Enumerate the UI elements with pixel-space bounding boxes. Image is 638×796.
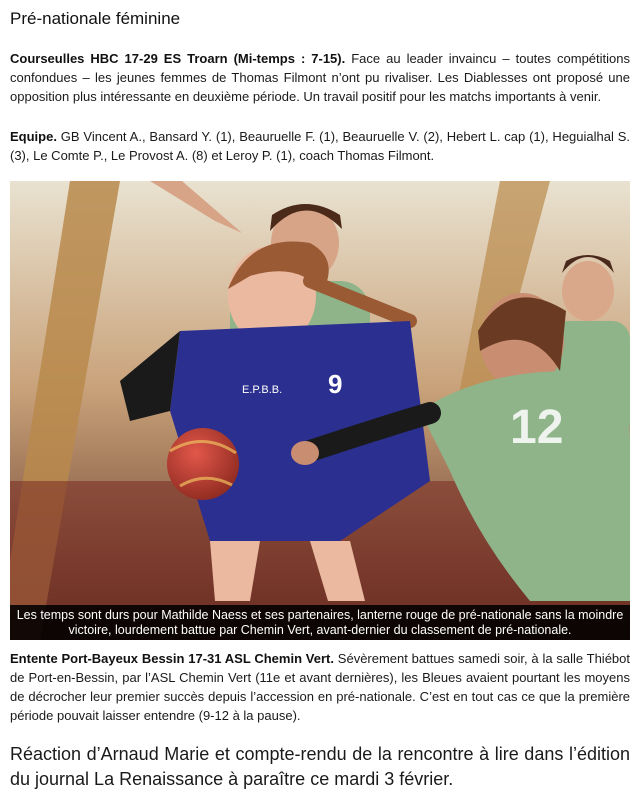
photo-illustration [10, 181, 630, 640]
handball-photo [10, 181, 630, 640]
match1-paragraph [10, 49, 630, 106]
jersey-blue-number: 9 [328, 369, 343, 399]
team-text: GB Vincent A., Bansard Y. (1), Beauruelle F. (1), Beauruelle V. (2), Hebert L. cap (1), Heguialhal S. (3), Le Comte P., Le Provost A. (8) et Leroy P. (1), coach Thomas Filmont. [10, 129, 630, 163]
match1-headline: Courseulles HBC 17-29 ES Troarn (Mi-temps : 7-15). [10, 51, 346, 66]
match2-paragraph [10, 649, 630, 725]
closing-paragraph: Réaction d’Arnaud Marie et compte-rendu de la rencontre à lire dans l’édition du journal La Renaissance à paraître ce mardi 3 février. [10, 744, 630, 789]
match2-text: Sévèrement battues samedi soir, à la salle Thiébot de Port-en-Bessin, par l’ASL Chemin Vert (11e et avant dernières), les Bleues avaient pourtant les moyens de décrocher leur premier succès depuis l’accession en pré-nationale. C’est en tout cas ce que la première période pouvait laisser entendre (9-12 à la pause). [10, 651, 630, 723]
team-paragraph [10, 127, 630, 165]
match2-headline: Entente Port-Bayeux Bessin 17-31 ASL Chemin Vert. [10, 651, 334, 666]
photo-caption: Les temps sont durs pour Mathilde Naess et ses partenaires, lanterne rouge de pré-nationale sans la moindre victoire, lourdement battue par Chemin Vert, avant-dernier du classement de pré-nationale. [10, 605, 630, 640]
match1-text: Face au leader invaincu – toutes compétitions confondues – les jeunes femmes de Thomas Filmont n’ont pu rivaliser. Les Diablesses ont proposé une opposition plus intéressante en deuxième période. Un travail positif pour les matchs importants à venir. [10, 51, 630, 104]
jersey-green-number: 12 [510, 401, 564, 454]
section-title: Pré-nationale féminine [10, 9, 181, 28]
team-label: Equipe. [10, 129, 57, 144]
jersey-blue-text: E.P.B.B. [242, 384, 283, 396]
handball-ball [167, 428, 239, 500]
